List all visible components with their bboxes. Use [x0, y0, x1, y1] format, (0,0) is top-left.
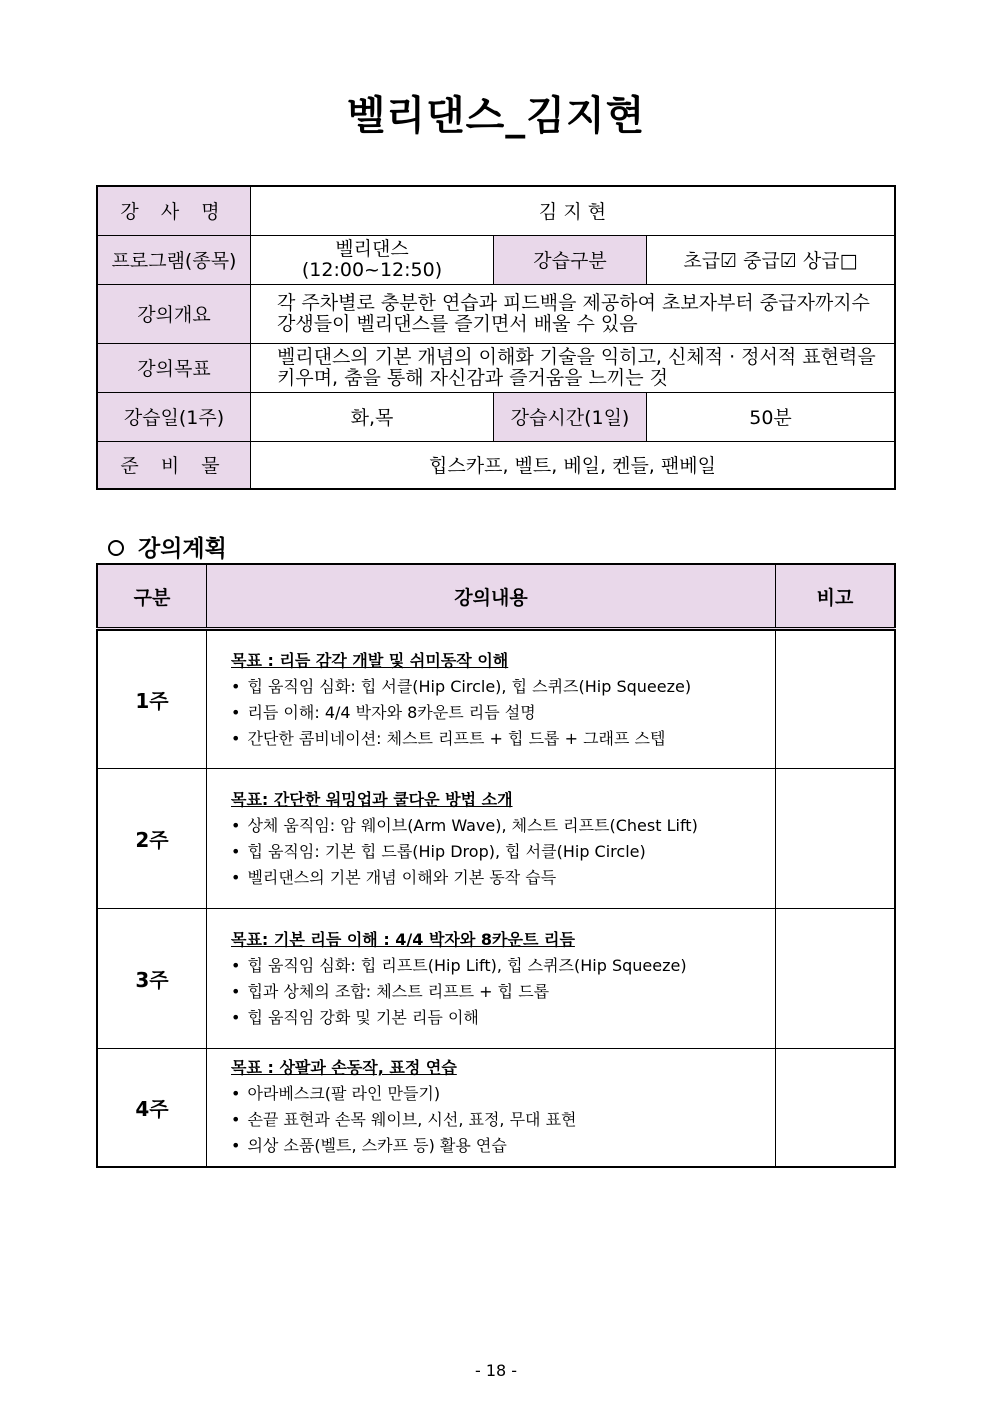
list-item: • 아라베스크(팔 라인 만들기)	[231, 1081, 765, 1107]
duration-value: 50분	[647, 392, 896, 441]
note-cell	[776, 1049, 896, 1167]
week-goal: 목표 : 상팔과 손동작, 표정 연습	[231, 1058, 457, 1078]
table-row	[97, 769, 895, 909]
list-item: • 리듬 이해: 4/4 박자와 8카운트 리듬 설명	[231, 700, 765, 726]
goal-value: 벨리댄스의 기본 개념의 이해화 기술을 익히고, 신체적 · 정서적 표현력을 키우며, 춤을 통해 자신감과 즐거움을 느끼는 것	[251, 343, 896, 392]
days-label: 강습일(1주)	[97, 392, 251, 441]
list-item: • 손끝 표현과 손목 웨이브, 시선, 표정, 무대 표현	[231, 1107, 765, 1133]
content-header: 강의내용	[207, 564, 776, 629]
duration-label: 강습시간(1일)	[494, 392, 647, 441]
week-label: 1주	[97, 631, 207, 769]
list-item: • 힙 움직임 심화: 힙 서클(Hip Circle), 힙 스퀴즈(Hip Squeeze)	[231, 674, 765, 700]
instructor-value: 김 지 현	[251, 186, 896, 235]
note-cell	[776, 909, 896, 1049]
week-content	[207, 909, 776, 1049]
table-row	[97, 631, 895, 769]
week-content	[207, 769, 776, 909]
lesson-plan-table	[96, 563, 896, 1168]
overview-label: 강의개요	[97, 284, 251, 343]
supplies-label: 준 비 물	[97, 441, 251, 489]
plan-section-heading	[108, 530, 227, 563]
week-content	[207, 631, 776, 769]
table-row	[97, 909, 895, 1049]
program-time: (12:00~12:50)	[301, 258, 443, 281]
week-label: 4주	[97, 1049, 207, 1167]
page-title: 벨리댄스_김지현	[346, 93, 646, 139]
note-cell	[776, 769, 896, 909]
week-header: 구분	[97, 564, 207, 629]
list-item: • 힙과 상체의 조합: 체스트 리프트 + 힙 드롭	[231, 979, 765, 1005]
week-label: 2주	[97, 769, 207, 909]
program-name: 벨리댄스	[335, 237, 409, 260]
list-item: • 힙 움직임: 기본 힙 드롭(Hip Drop), 힙 서클(Hip Circle)	[231, 839, 765, 865]
week-goal: 목표: 기본 리듬 이해 : 4/4 박자와 8카운트 리듬	[231, 929, 575, 949]
list-item: • 힙 움직임 강화 및 기본 리듬 이해	[231, 1005, 765, 1031]
list-item: • 상체 움직임: 암 웨이브(Arm Wave), 체스트 리프트(Chest Lift)	[231, 813, 765, 839]
note-cell	[776, 631, 896, 769]
table-row	[97, 1049, 895, 1167]
plan-section-title: 강의계획	[138, 536, 227, 562]
goal-label: 강의목표	[97, 343, 251, 392]
list-item: • 간단한 콤비네이션: 체스트 리프트 + 힙 드롭 + 그래프 스텝	[231, 726, 765, 752]
list-item: • 의상 소품(벨트, 스카프 등) 활용 연습	[231, 1133, 765, 1159]
list-item: • 벨리댄스의 기본 개념 이해와 기본 동작 습득	[231, 865, 765, 891]
level-label: 강습구분	[494, 235, 647, 284]
course-info-table	[96, 185, 896, 490]
note-header: 비고	[776, 564, 896, 629]
program-label: 프로그램(종목)	[97, 235, 251, 284]
level-value: 초급☑ 중급☑ 상급□	[647, 235, 896, 284]
week-goal: 목표 : 리듬 감각 개발 및 쉬미동작 이해	[231, 650, 509, 670]
overview-value: 각 주차별로 충분한 연습과 피드백을 제공하여 초보자부터 중급자까지수강생들이 벨리댄스를 즐기면서 배울 수 있음	[251, 284, 896, 343]
list-item: • 힙 움직임 심화: 힙 리프트(Hip Lift), 힙 스퀴즈(Hip Squeeze)	[231, 953, 765, 979]
week-content	[207, 1049, 776, 1167]
page-number: - 18 -	[474, 1361, 518, 1380]
circle-bullet-icon	[108, 540, 124, 556]
week-goal: 목표: 간단한 워밍업과 쿨다운 방법 소개	[231, 789, 513, 809]
program-value	[251, 235, 494, 284]
week-label: 3주	[97, 909, 207, 1049]
instructor-label: 강 사 명	[97, 186, 251, 235]
days-value: 화,목	[251, 392, 494, 441]
supplies-value: 힙스카프, 벨트, 베일, 켄들, 팬베일	[251, 441, 896, 489]
